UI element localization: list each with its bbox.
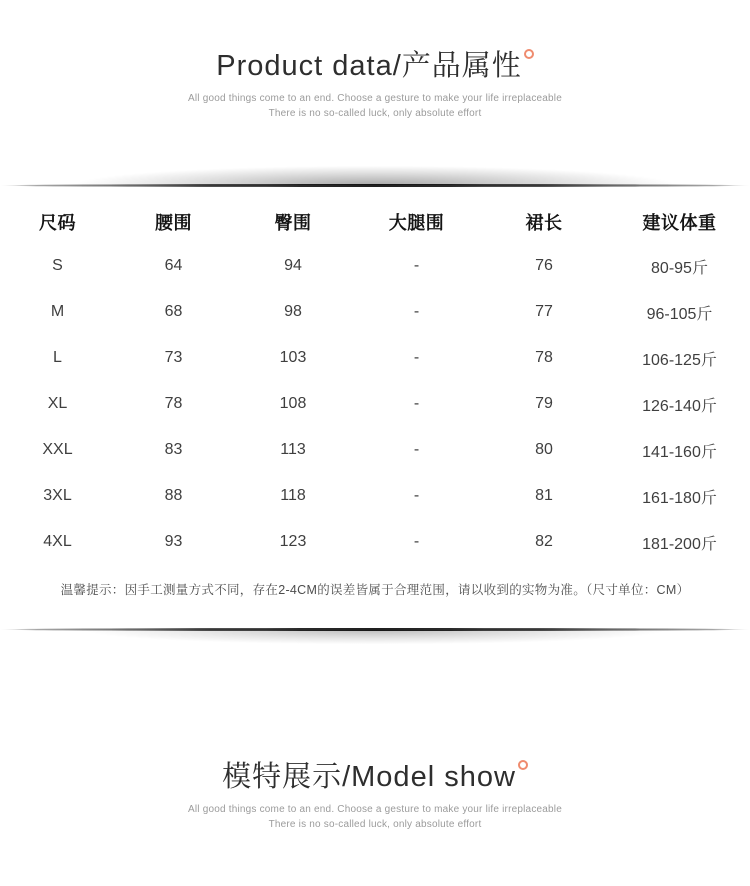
product-data-title-row: [216, 48, 534, 84]
section-divider-middle: [0, 628, 750, 654]
size-table-cell: 68: [164, 303, 183, 320]
size-table-cell: -: [413, 257, 420, 274]
size-table-cell: 106-125斤: [642, 351, 717, 369]
size-table-cell: -: [413, 303, 420, 320]
size-table: [0, 201, 750, 565]
size-table-header-cell: 大腿围: [388, 213, 445, 233]
model-show-title-row: [222, 759, 528, 795]
product-data-section-header: [0, 0, 750, 121]
size-table-cell: 103: [279, 349, 307, 366]
size-table-cell: L: [53, 349, 62, 366]
product-data-subtitle: [0, 91, 750, 121]
size-table-cell: 78: [535, 349, 553, 366]
product-data-title: Product data/产品属性: [216, 50, 522, 82]
subtitle-line-1: All good things come to an end. Choose a gesture to make your life irreplaceable: [188, 804, 562, 815]
size-table-cell: -: [413, 487, 420, 504]
size-table-header-cell: 臀围: [274, 213, 312, 233]
accent-ring-icon: [524, 49, 534, 59]
size-table-cell: 96-105斤: [646, 305, 713, 323]
size-table-cell: 80-95斤: [651, 259, 708, 277]
model-show-title: 模特展示/Model show: [222, 761, 516, 793]
size-table-cell: 93: [164, 533, 183, 550]
size-table-cell: 123: [279, 533, 307, 550]
size-table-cell: 161-180斤: [642, 489, 717, 507]
size-table-cell: 181-200斤: [642, 535, 717, 553]
size-table-cell: 76: [535, 257, 553, 274]
size-table-cell: 4XL: [43, 533, 72, 550]
size-table-cell: XL: [47, 395, 68, 412]
size-table-header-cell: 腰围: [155, 213, 192, 233]
size-table-cell: 80: [535, 441, 553, 458]
size-table-cell: 79: [535, 395, 553, 412]
size-table-cell: 108: [279, 395, 307, 412]
subtitle-line-2: There is no so-called luck, only absolute effort: [268, 108, 482, 119]
size-table-cell: 73: [164, 349, 183, 366]
divider-shadow: [0, 630, 750, 650]
model-show-section-header: [0, 759, 750, 832]
size-table-cell: 94: [284, 257, 302, 274]
size-table-note: 温馨提示：因手工测量方式不同，存在2-4CM的误差皆属于合理范围，请以收到的实物为准。（尺寸单位：CM）: [60, 583, 690, 597]
size-table-cell: 83: [164, 441, 183, 458]
subtitle-line-1: All good things come to an end. Choose a gesture to make your life irreplaceable: [188, 93, 562, 104]
size-table-cell: M: [50, 303, 65, 320]
size-table-cell: 81: [535, 487, 553, 504]
size-table-header-cell: 尺码: [39, 213, 76, 233]
size-table-cell: 141-160斤: [642, 443, 717, 461]
size-table-header-cell: 建议体重: [642, 213, 717, 233]
size-table-cell: S: [52, 257, 63, 274]
model-show-subtitle: [0, 802, 750, 832]
size-table-cell: XXL: [42, 441, 73, 458]
size-table-cell: 3XL: [43, 487, 72, 504]
size-table-header-cell: 裙长: [525, 213, 563, 233]
size-table-cell: -: [413, 533, 420, 550]
size-table-cell: -: [413, 395, 420, 412]
divider-line: [0, 184, 750, 187]
size-table-cell: 118: [280, 487, 306, 504]
size-table-cell: 88: [164, 487, 183, 504]
divider-shadow: [0, 159, 750, 185]
subtitle-line-2: There is no so-called luck, only absolute effort: [268, 819, 482, 830]
size-table-cell: -: [413, 349, 420, 366]
size-table-cell: 126-140斤: [642, 397, 717, 415]
accent-ring-icon: [518, 760, 528, 770]
size-table-cell: 98: [284, 303, 302, 320]
section-divider-top: [0, 159, 750, 187]
size-table-cell: 113: [280, 441, 306, 458]
size-table-cell: 77: [535, 303, 553, 320]
size-table-cell: -: [413, 441, 420, 458]
size-table-cell: 78: [164, 395, 183, 412]
size-table-cell: 64: [164, 257, 183, 274]
size-table-cell: 82: [535, 533, 553, 550]
